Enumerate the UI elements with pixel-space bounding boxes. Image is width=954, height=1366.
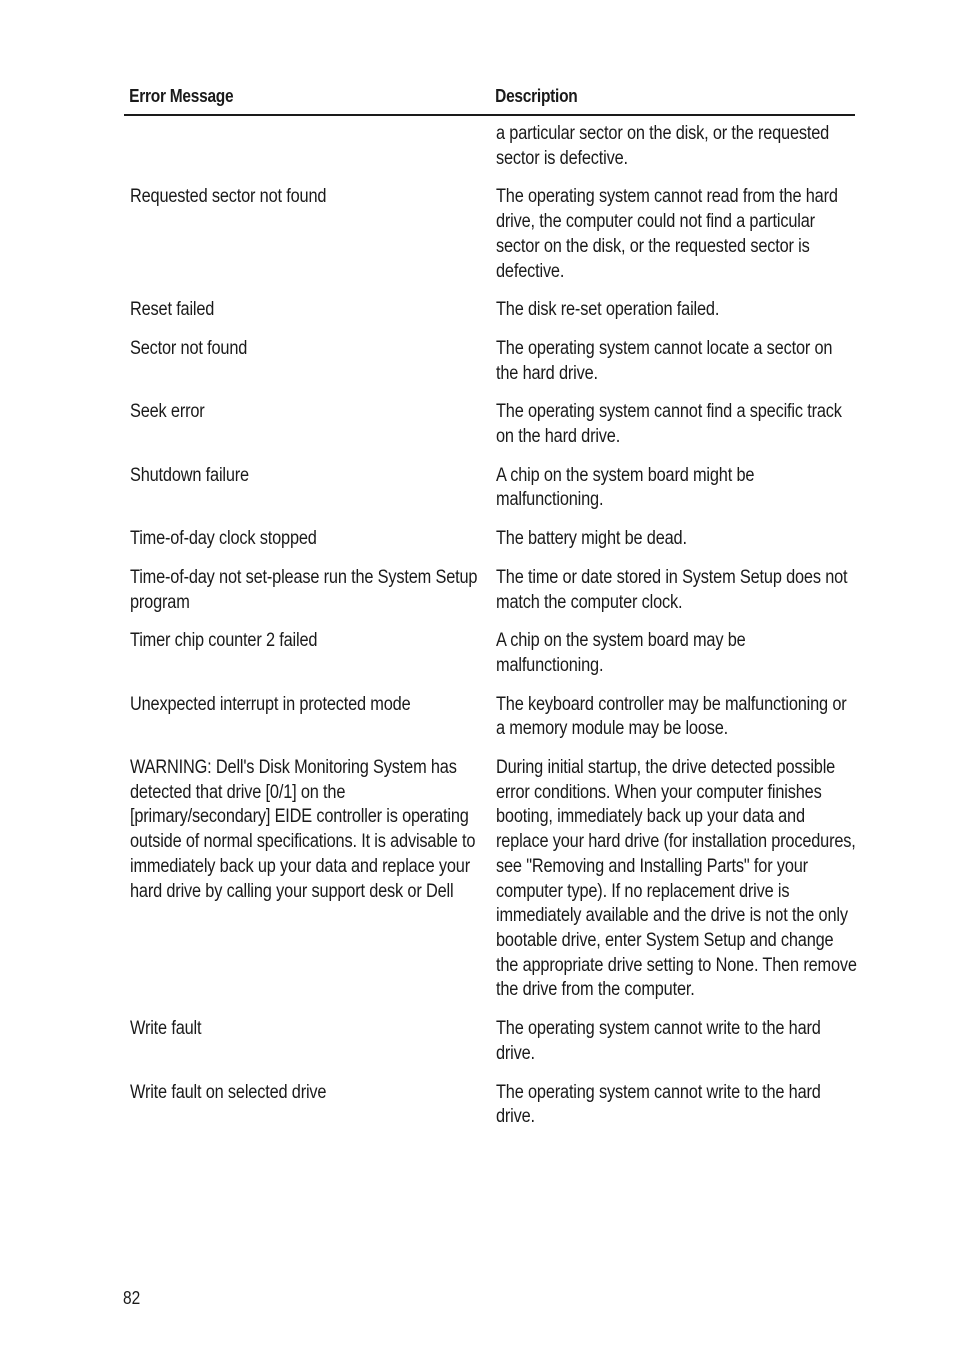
table-row <box>124 756 855 1003</box>
error-message-cell: Requested sector not found <box>130 186 327 208</box>
description-cell: During initial startup, the drive detected possible error conditions. When your computer finishes booting, immediately back up your data and replace your hard drive (for installation procedures, see "Removing and Installing Parts" for your computer type). If no replacement drive is immediately available and the drive is not the only bootable drive, enter System Setup and change the appropriate drive setting to None. Then remove the drive from the computer. <box>496 757 857 1001</box>
table-row <box>124 400 855 449</box>
description-cell: a particular sector on the disk, or the requested sector is defective. <box>496 123 830 169</box>
column-header-error-message: Error Message <box>129 86 234 106</box>
error-message-cell: Shutdown failure <box>130 464 249 486</box>
description-cell: The battery might be dead. <box>496 528 687 550</box>
table-row <box>124 693 855 742</box>
error-message-cell: WARNING: Dell's Disk Monitoring System has detected that drive [0/1] on the [primary/secondary] EIDE controller is operating outside of normal specifications. It is advisable to immediately back up your data and replace your hard drive by calling your support desk or Dell <box>130 757 476 902</box>
table-row <box>124 298 855 323</box>
table-row <box>124 464 855 513</box>
description-cell: A chip on the system board might be malfunctioning. <box>496 464 755 511</box>
description-cell: The keyboard controller may be malfunctioning or a memory module may be loose. <box>496 693 847 740</box>
page-number: 82 <box>123 1288 141 1308</box>
description-cell: The operating system cannot write to the hard drive. <box>496 1018 821 1064</box>
table-row <box>124 185 855 284</box>
table-row <box>124 1081 855 1130</box>
table-row <box>124 1017 855 1066</box>
table-row <box>124 527 855 552</box>
description-cell: The operating system cannot write to the hard drive. <box>496 1081 821 1128</box>
description-cell: The disk re-set operation failed. <box>496 299 720 321</box>
description-cell: The operating system cannot find a specific track on the hard drive. <box>496 401 842 448</box>
error-message-cell: Sector not found <box>130 337 248 359</box>
table-row <box>124 629 855 678</box>
error-message-cell: Time-of-day clock stopped <box>130 528 317 550</box>
error-message-cell: Reset failed <box>130 299 215 321</box>
error-message-cell: Time-of-day not set-please run the System Setup program <box>130 566 478 613</box>
table-body <box>124 122 855 1130</box>
description-cell: A chip on the system board may be malfunctioning. <box>496 630 746 676</box>
table-row <box>124 337 855 386</box>
description-cell: The operating system cannot locate a sector on the hard drive. <box>496 337 833 384</box>
error-message-cell: Unexpected interrupt in protected mode <box>130 693 411 715</box>
table-header <box>124 84 855 116</box>
error-message-cell <box>124 122 490 171</box>
description-cell: The operating system cannot read from the hard drive, the computer could not find a particular sector on the disk, or the requested sector is defective. <box>496 186 838 282</box>
description-cell: The time or date stored in System Setup does not match the computer clock. <box>496 566 848 613</box>
error-message-cell: Seek error <box>130 401 205 423</box>
error-message-cell: Timer chip counter 2 failed <box>130 630 318 652</box>
error-message-cell: Write fault on selected drive <box>130 1081 327 1103</box>
table-row <box>124 122 855 171</box>
column-header-description: Description <box>495 86 578 106</box>
table-row <box>124 566 855 615</box>
error-message-table <box>124 84 855 1144</box>
error-message-cell: Write fault <box>130 1018 202 1040</box>
